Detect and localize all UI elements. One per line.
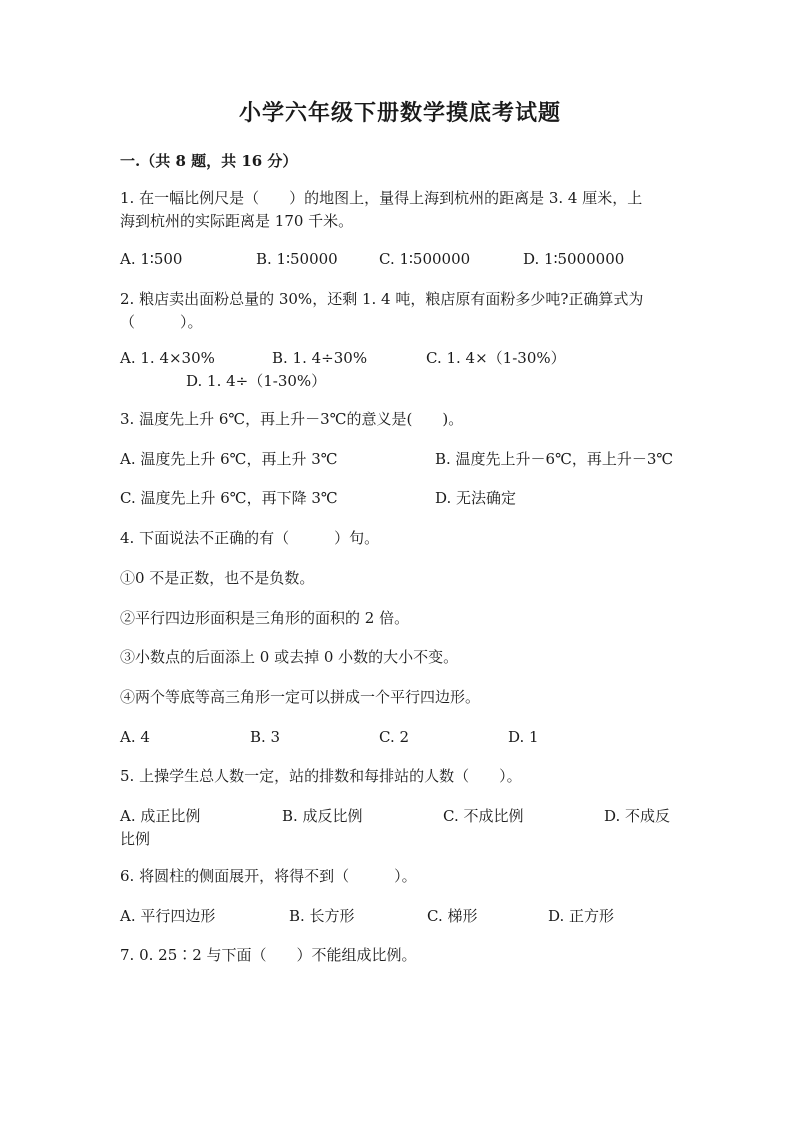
question-4-statement-1: ①0 不是正数，也不是负数。	[120, 569, 315, 587]
question-5-option-a: A. 成正比例	[120, 807, 201, 825]
section-heading: 一.（共 8 题，共 16 分）	[120, 152, 298, 170]
question-4-line-1: 4. 下面说法不正确的有（ ）句。	[120, 529, 380, 547]
question-4-statement-4: ④两个等底等高三角形一定可以拼成一个平行四边形。	[120, 688, 481, 706]
question-4-option-d: D. 1	[508, 728, 539, 746]
question-3-line-1: 3. 温度先上升 6℃，再上升－3℃的意义是( )。	[120, 410, 464, 428]
question-1-option-c: C. 1∶500000	[379, 250, 471, 268]
question-5-option-b: B. 成反比例	[282, 807, 363, 825]
question-5-option-d-wrap: 比例	[120, 830, 151, 848]
question-2-option-c: C. 1. 4×（1-30%）	[426, 349, 566, 367]
question-2-option-b: B. 1. 4÷30%	[272, 349, 368, 367]
question-1-option-a: A. 1∶500	[120, 250, 183, 268]
question-2-option-d: D. 1. 4÷（1-30%）	[186, 372, 327, 390]
question-4-statement-2: ②平行四边形面积是三角形的面积的 2 倍。	[120, 609, 410, 627]
question-4-option-c: C. 2	[379, 728, 410, 746]
question-5-option-d: D. 不成反	[604, 807, 671, 825]
question-6-option-b: B. 长方形	[289, 907, 355, 925]
question-5-option-c: C. 不成比例	[443, 807, 524, 825]
question-7-line-1: 7. 0. 25∶2 与下面（ ）不能组成比例。	[120, 946, 417, 964]
question-2-line-2: （ ）。	[120, 313, 203, 331]
question-2-line-1: 2. 粮店卖出面粉总量的 30%，还剩 1. 4 吨，粮店原有面粉多少吨?正确算式为	[120, 290, 644, 308]
question-4-option-b: B. 3	[250, 728, 281, 746]
question-1-option-d: D. 1∶5000000	[523, 250, 625, 268]
question-1-line-1: 1. 在一幅比例尺是（ ）的地图上，量得上海到杭州的距离是 3. 4 厘米，上	[120, 189, 643, 207]
question-4-option-a: A. 4	[120, 728, 150, 746]
question-1-option-b: B. 1∶50000	[256, 250, 338, 268]
question-4-statement-3: ③小数点的后面添上 0 或去掉 0 小数的大小不变。	[120, 648, 459, 666]
question-6-option-a: A. 平行四边形	[120, 907, 216, 925]
page-title: 小学六年级下册数学摸底考试题	[238, 100, 561, 126]
question-6-line-1: 6. 将圆柱的侧面展开，将得不到（ ）。	[120, 867, 417, 885]
question-6-option-c: C. 梯形	[427, 907, 478, 925]
question-6-option-d: D. 正方形	[548, 907, 615, 925]
question-2-option-a: A. 1. 4×30%	[120, 349, 215, 367]
question-3-option-b: B. 温度先上升－6℃，再上升－3℃	[435, 450, 674, 468]
question-3-option-c: C. 温度先上升 6℃，再下降 3℃	[120, 489, 338, 507]
question-3-option-a: A. 温度先上升 6℃，再上升 3℃	[120, 450, 338, 468]
question-1-line-2: 海到杭州的实际距离是 170 千米。	[120, 212, 354, 230]
question-5-line-1: 5. 上操学生总人数一定，站的排数和每排站的人数（ ）。	[120, 767, 522, 785]
question-3-option-d: D. 无法确定	[435, 489, 517, 507]
